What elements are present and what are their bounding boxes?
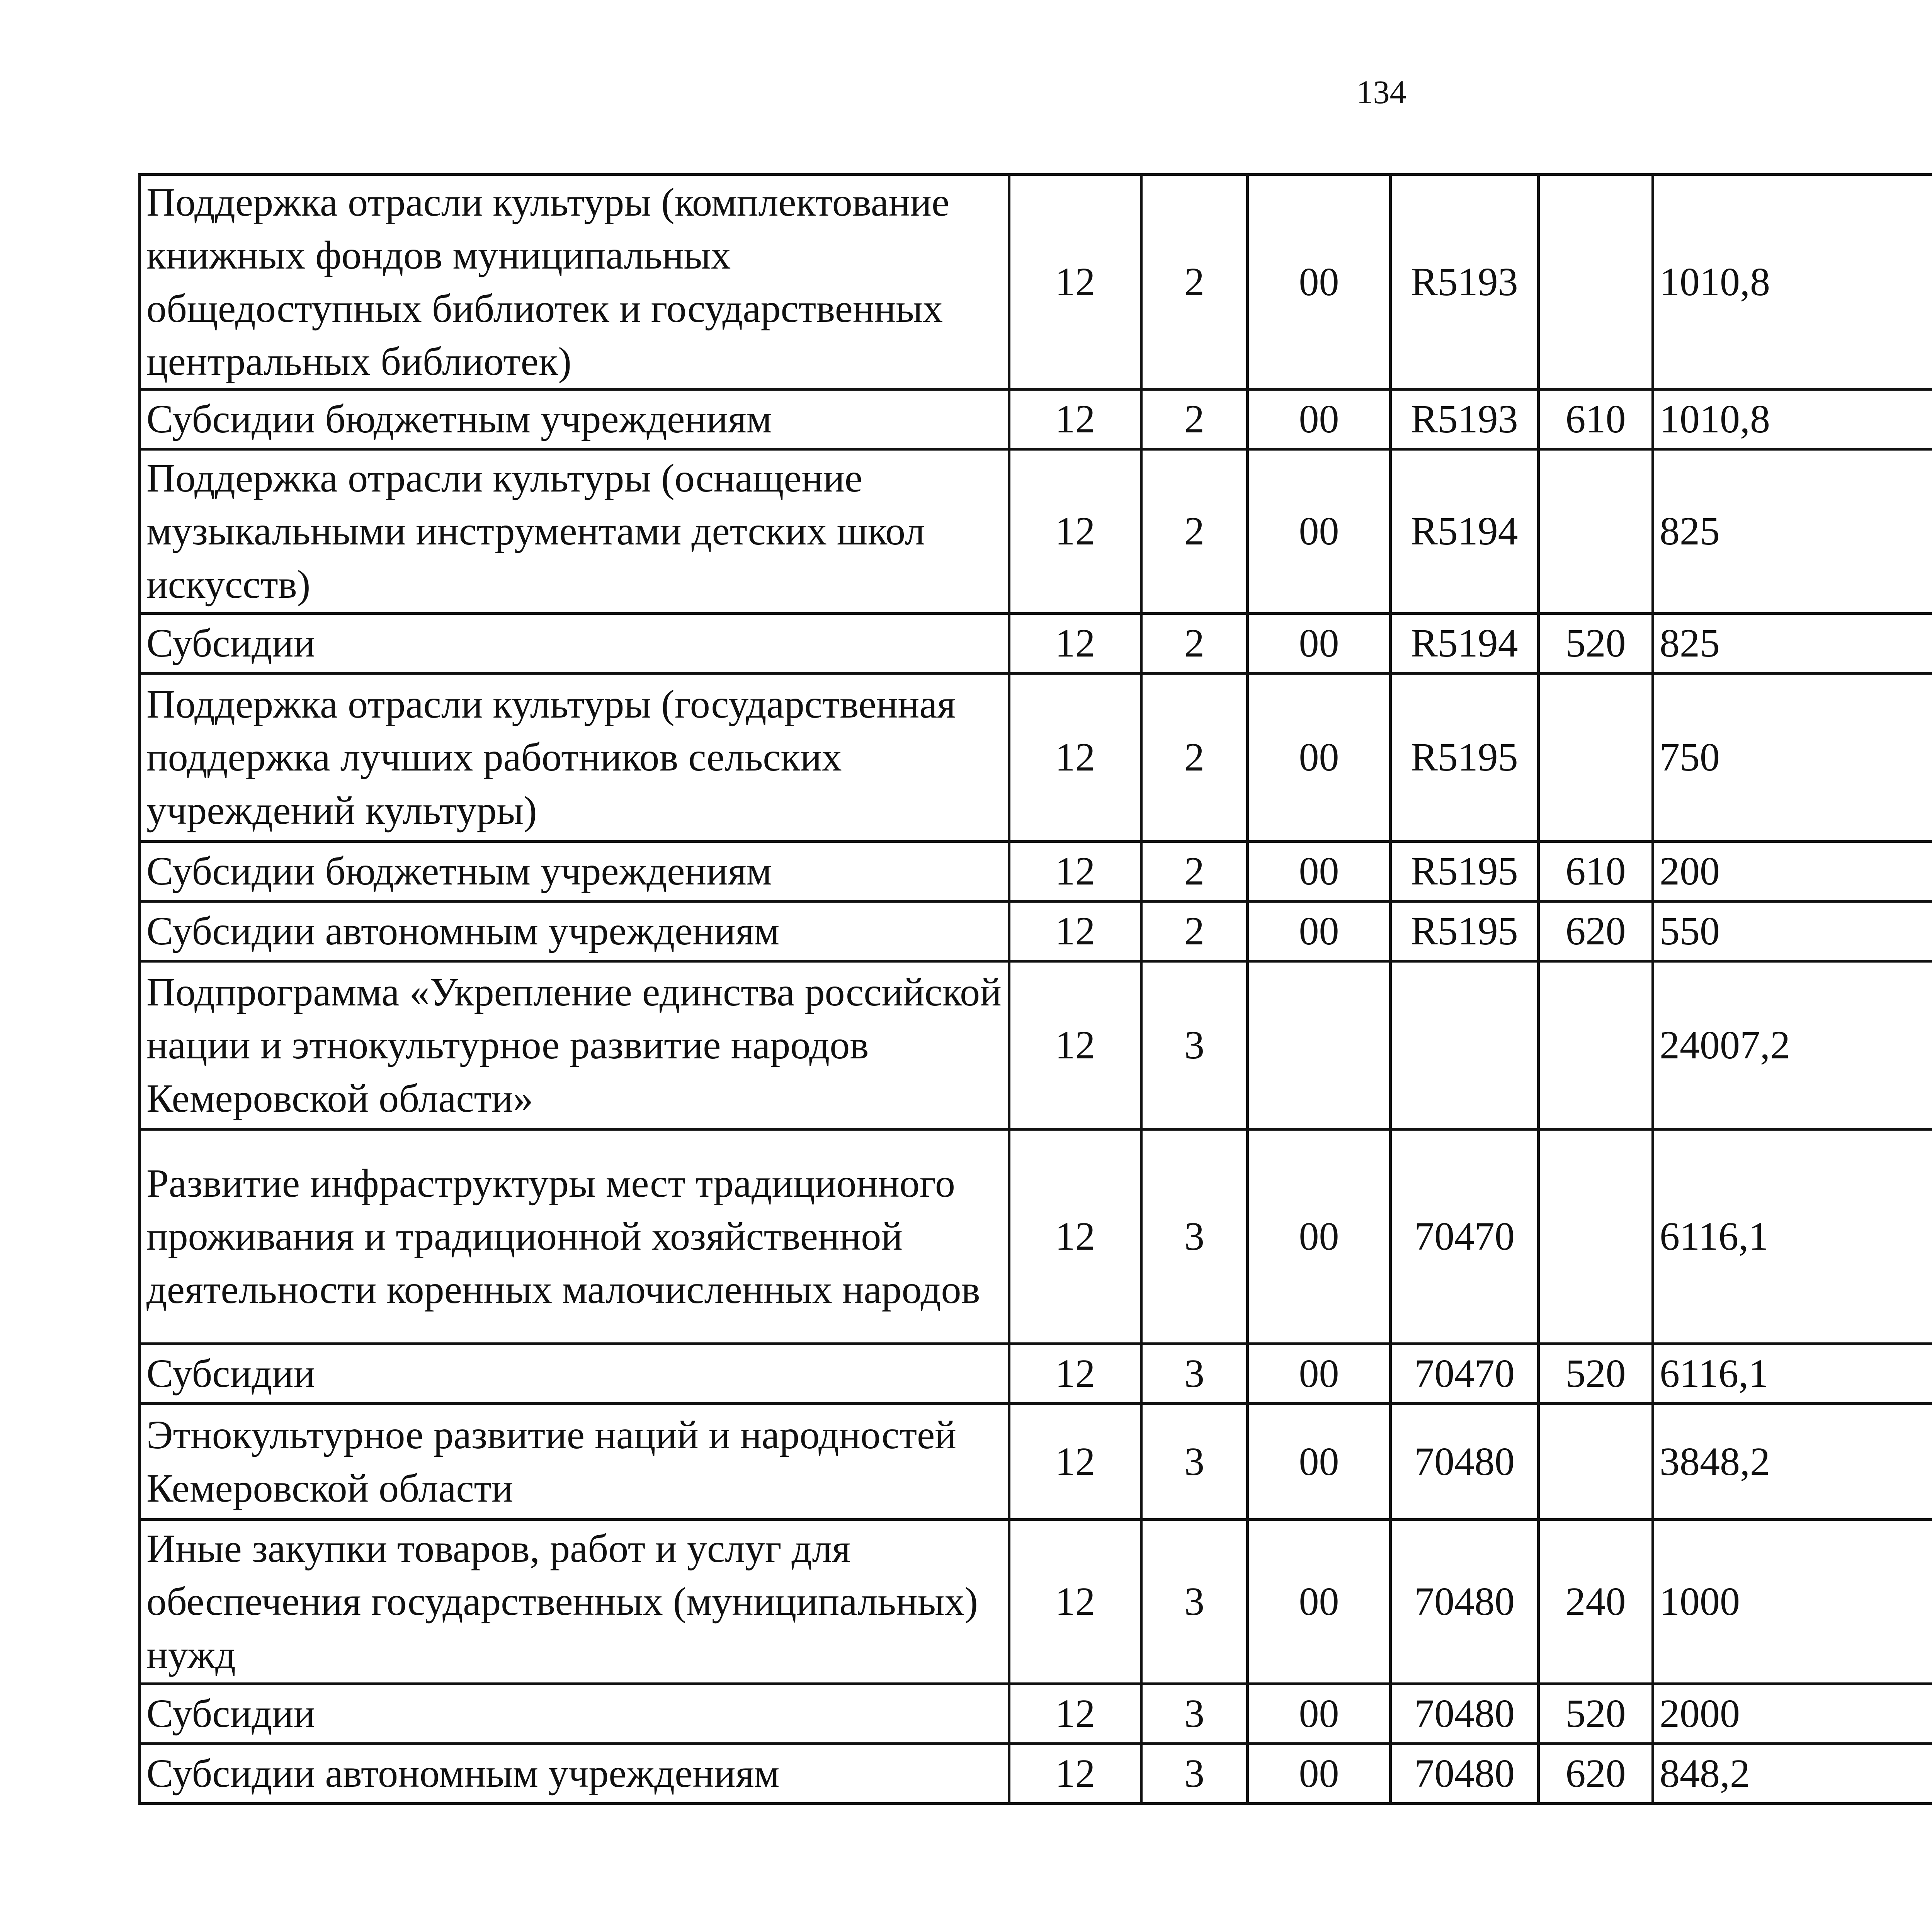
- code-expense-type: 610: [1539, 842, 1653, 902]
- code-subprogram: 3: [1141, 1404, 1248, 1520]
- table-row: [140, 1344, 1932, 1404]
- amount-year-1: 750: [1653, 674, 1932, 842]
- code-section: 12: [1009, 1129, 1141, 1344]
- amount-year-1: 6116,1: [1653, 1129, 1932, 1344]
- table-row: [140, 1129, 1932, 1344]
- row-name: Иные закупки товаров, работ и услуг для обеспечения государственных (муниципальных) нужд: [140, 1520, 1009, 1684]
- code-article: R5195: [1391, 842, 1539, 902]
- row-name: Подпрограмма «Укрепление единства российской нации и этнокультурное развитие народов Кемеровской области»: [140, 961, 1009, 1129]
- code-group: 00: [1248, 842, 1391, 902]
- table-row: [140, 390, 1932, 449]
- code-article: R5194: [1391, 614, 1539, 674]
- code-group: 00: [1248, 449, 1391, 614]
- code-group: 00: [1248, 175, 1391, 390]
- table-row: [140, 449, 1932, 614]
- row-name: Субсидии автономным учреждениям: [140, 1744, 1009, 1804]
- amount-year-1: 2000: [1653, 1684, 1932, 1744]
- code-expense-type: [1539, 175, 1653, 390]
- row-name: Развитие инфраструктуры мест традиционного проживания и традиционной хозяйственной деятельности коренных малочисленных народов: [140, 1129, 1009, 1344]
- code-article: 70480: [1391, 1520, 1539, 1684]
- amount-year-1: 825: [1653, 449, 1932, 614]
- code-subprogram: 3: [1141, 1344, 1248, 1404]
- code-article: 70480: [1391, 1744, 1539, 1804]
- code-group: 00: [1248, 1344, 1391, 1404]
- row-name: Поддержка отрасли культуры (комплектование книжных фондов муниципальных общедоступных библиотек и государственных центральных библиотек): [140, 175, 1009, 390]
- table-row: [140, 1744, 1932, 1804]
- code-section: 12: [1009, 961, 1141, 1129]
- code-article: R5194: [1391, 449, 1539, 614]
- budget-table-body: [140, 175, 1932, 1804]
- page-number: 134: [1356, 73, 1406, 111]
- code-section: 12: [1009, 390, 1141, 449]
- code-expense-type: 520: [1539, 614, 1653, 674]
- code-group: 00: [1248, 614, 1391, 674]
- code-group: 00: [1248, 390, 1391, 449]
- table-row: [140, 614, 1932, 674]
- amount-year-1: 1010,8: [1653, 390, 1932, 449]
- code-section: 12: [1009, 1404, 1141, 1520]
- row-name: Субсидии бюджетным учреждениям: [140, 390, 1009, 449]
- code-subprogram: 3: [1141, 961, 1248, 1129]
- code-expense-type: 610: [1539, 390, 1653, 449]
- code-expense-type: [1539, 1129, 1653, 1344]
- table-row: [140, 902, 1932, 961]
- code-group: 00: [1248, 1684, 1391, 1744]
- code-subprogram: 3: [1141, 1129, 1248, 1344]
- code-section: 12: [1009, 674, 1141, 842]
- row-name: Субсидии: [140, 1344, 1009, 1404]
- code-subprogram: 3: [1141, 1520, 1248, 1684]
- row-name: Субсидии автономным учреждениям: [140, 902, 1009, 961]
- code-subprogram: 2: [1141, 390, 1248, 449]
- row-name: Поддержка отрасли культуры (государственная поддержка лучших работников сельских учреждений культуры): [140, 674, 1009, 842]
- code-section: 12: [1009, 1684, 1141, 1744]
- amount-year-1: 1010,8: [1653, 175, 1932, 390]
- code-expense-type: [1539, 674, 1653, 842]
- code-expense-type: [1539, 961, 1653, 1129]
- code-section: 12: [1009, 614, 1141, 674]
- code-section: 12: [1009, 449, 1141, 614]
- code-section: 12: [1009, 842, 1141, 902]
- budget-table: [138, 173, 1932, 1805]
- code-subprogram: 2: [1141, 902, 1248, 961]
- code-article: 70480: [1391, 1404, 1539, 1520]
- code-article: 70480: [1391, 1684, 1539, 1744]
- table-row: [140, 1404, 1932, 1520]
- amount-year-1: 550: [1653, 902, 1932, 961]
- row-name: Субсидии: [140, 1684, 1009, 1744]
- code-section: 12: [1009, 1520, 1141, 1684]
- amount-year-1: 3848,2: [1653, 1404, 1932, 1520]
- row-name: Этнокультурное развитие наций и народностей Кемеровской области: [140, 1404, 1009, 1520]
- code-section: 12: [1009, 1744, 1141, 1804]
- code-group: 00: [1248, 902, 1391, 961]
- table-row: [140, 1520, 1932, 1684]
- code-subprogram: 3: [1141, 1684, 1248, 1744]
- amount-year-1: 200: [1653, 842, 1932, 902]
- code-section: 12: [1009, 1344, 1141, 1404]
- code-subprogram: 2: [1141, 175, 1248, 390]
- code-article: R5195: [1391, 674, 1539, 842]
- code-section: 12: [1009, 175, 1141, 390]
- code-expense-type: 520: [1539, 1344, 1653, 1404]
- code-subprogram: 2: [1141, 842, 1248, 902]
- code-expense-type: [1539, 449, 1653, 614]
- code-article: 70470: [1391, 1129, 1539, 1344]
- code-article: [1391, 961, 1539, 1129]
- code-article: R5193: [1391, 175, 1539, 390]
- code-subprogram: 2: [1141, 614, 1248, 674]
- code-expense-type: 620: [1539, 902, 1653, 961]
- code-expense-type: 620: [1539, 1744, 1653, 1804]
- code-subprogram: 3: [1141, 1744, 1248, 1804]
- table-row: [140, 961, 1932, 1129]
- table-row: [140, 1684, 1932, 1744]
- table-row: [140, 175, 1932, 390]
- code-group: 00: [1248, 1744, 1391, 1804]
- code-group: [1248, 961, 1391, 1129]
- code-article: R5195: [1391, 902, 1539, 961]
- table-row: [140, 674, 1932, 842]
- amount-year-1: 6116,1: [1653, 1344, 1932, 1404]
- row-name: Субсидии: [140, 614, 1009, 674]
- code-group: 00: [1248, 1404, 1391, 1520]
- amount-year-1: 825: [1653, 614, 1932, 674]
- code-group: 00: [1248, 1129, 1391, 1344]
- code-article: R5193: [1391, 390, 1539, 449]
- row-name: Субсидии бюджетным учреждениям: [140, 842, 1009, 902]
- code-subprogram: 2: [1141, 449, 1248, 614]
- code-subprogram: 2: [1141, 674, 1248, 842]
- row-name: Поддержка отрасли культуры (оснащение музыкальными инструментами детских школ искусств): [140, 449, 1009, 614]
- code-group: 00: [1248, 1520, 1391, 1684]
- code-expense-type: [1539, 1404, 1653, 1520]
- amount-year-1: 1000: [1653, 1520, 1932, 1684]
- amount-year-1: 24007,2: [1653, 961, 1932, 1129]
- table-row: [140, 842, 1932, 902]
- code-section: 12: [1009, 902, 1141, 961]
- amount-year-1: 848,2: [1653, 1744, 1932, 1804]
- code-article: 70470: [1391, 1344, 1539, 1404]
- code-expense-type: 520: [1539, 1684, 1653, 1744]
- code-group: 00: [1248, 674, 1391, 842]
- code-expense-type: 240: [1539, 1520, 1653, 1684]
